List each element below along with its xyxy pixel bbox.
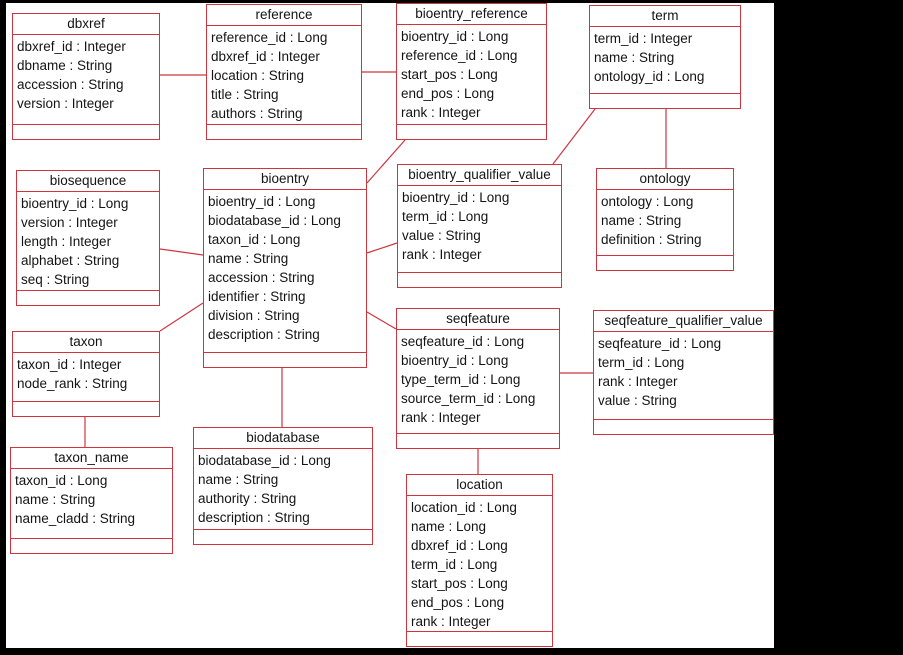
entity-operations-empty bbox=[597, 255, 733, 270]
entity-title: biosequence bbox=[17, 171, 159, 192]
attribute-row: name : String bbox=[198, 472, 279, 487]
entity-title: ontology bbox=[597, 169, 733, 190]
attribute-row: start_pos : Long bbox=[401, 67, 498, 82]
entity-ontology[interactable] bbox=[596, 168, 734, 271]
attribute-row: rank : Integer bbox=[402, 247, 482, 262]
entity-operations-empty bbox=[397, 124, 546, 139]
attribute-row: seq : String bbox=[21, 272, 90, 287]
entity-attributes bbox=[398, 186, 561, 272]
attribute-row: accession : String bbox=[208, 270, 315, 285]
attribute-row: reference_id : Long bbox=[401, 48, 518, 63]
attribute-row: bioentry_id : Long bbox=[21, 196, 129, 211]
entity-attributes bbox=[17, 192, 159, 290]
entity-operations-empty bbox=[398, 272, 561, 287]
entity-attributes bbox=[597, 190, 733, 255]
entity-attributes bbox=[13, 353, 159, 401]
entity-title: biodatabase bbox=[194, 428, 372, 449]
attribute-row: name : String bbox=[15, 492, 96, 507]
entity-operations-empty bbox=[590, 93, 740, 108]
attribute-row: location_id : Long bbox=[411, 500, 517, 515]
attribute-row: seqfeature_id : Long bbox=[401, 334, 525, 349]
attribute-row: node_rank : String bbox=[17, 376, 128, 391]
entity-title: bioentry_reference bbox=[397, 4, 546, 25]
attribute-row: reference_id : Long bbox=[211, 30, 328, 45]
entity-taxon[interactable] bbox=[12, 331, 160, 417]
entity-title: taxon bbox=[13, 332, 159, 353]
attribute-row: term_id : Long bbox=[402, 209, 489, 224]
attribute-row: name : Long bbox=[411, 519, 487, 534]
attribute-row: term_id : Integer bbox=[594, 31, 693, 46]
attribute-row: name : String bbox=[601, 213, 682, 228]
attribute-row: authority : String bbox=[198, 491, 297, 506]
attribute-row: rank : Integer bbox=[401, 410, 481, 425]
attribute-row: title : String bbox=[211, 87, 279, 102]
entity-operations-empty bbox=[17, 290, 159, 305]
attribute-row: taxon_id : Integer bbox=[17, 357, 122, 372]
entity-reference[interactable] bbox=[206, 4, 362, 140]
attribute-row: identifier : String bbox=[208, 289, 306, 304]
attribute-row: accession : String bbox=[17, 77, 124, 92]
attribute-row: end_pos : Long bbox=[401, 86, 495, 101]
attribute-row: rank : Integer bbox=[411, 614, 491, 629]
entity-attributes bbox=[590, 27, 740, 93]
entity-operations-empty bbox=[11, 538, 172, 553]
attribute-row: division : String bbox=[208, 308, 300, 323]
attribute-row: value : String bbox=[402, 228, 481, 243]
entity-title: bioentry bbox=[204, 169, 366, 190]
entity-attributes bbox=[407, 496, 552, 631]
attribute-row: ontology : Long bbox=[601, 194, 694, 209]
attribute-row: alphabet : String bbox=[21, 253, 120, 268]
entity-biosequence[interactable] bbox=[16, 170, 160, 306]
attribute-row: taxon_id : Long bbox=[208, 232, 301, 247]
attribute-row: location : String bbox=[211, 68, 305, 83]
attribute-row: version : Integer bbox=[17, 96, 114, 111]
entity-title: term bbox=[590, 6, 740, 27]
entity-title: taxon_name bbox=[11, 448, 172, 469]
attribute-row: description : String bbox=[208, 327, 320, 342]
entity-title: seqfeature_qualifier_value bbox=[594, 311, 773, 332]
attribute-row: name : String bbox=[208, 251, 289, 266]
attribute-row: dbxref_id : Integer bbox=[211, 49, 320, 64]
attribute-row: length : Integer bbox=[21, 234, 112, 249]
attribute-row: rank : Integer bbox=[401, 105, 481, 120]
entity-operations-empty bbox=[13, 401, 159, 416]
attribute-row: bioentry_id : Long bbox=[208, 194, 316, 209]
entity-dbxref[interactable] bbox=[12, 13, 160, 140]
entity-seqfeature[interactable] bbox=[396, 308, 560, 449]
attribute-row: source_term_id : Long bbox=[401, 391, 536, 406]
entity-title: bioentry_qualifier_value bbox=[398, 165, 561, 186]
entity-operations-empty bbox=[397, 433, 559, 448]
attribute-row: description : String bbox=[198, 510, 310, 525]
attribute-row: term_id : Long bbox=[598, 355, 685, 370]
attribute-row: authors : String bbox=[211, 106, 303, 121]
entity-attributes bbox=[207, 26, 361, 124]
attribute-row: bioentry_id : Long bbox=[402, 190, 510, 205]
entity-operations-empty bbox=[594, 419, 773, 434]
entity-bioentry_qualifier_value[interactable] bbox=[397, 164, 562, 288]
attribute-row: term_id : Long bbox=[411, 557, 498, 572]
entity-title: location bbox=[407, 475, 552, 496]
attribute-row: bioentry_id : Long bbox=[401, 29, 509, 44]
attribute-row: taxon_id : Long bbox=[15, 473, 108, 488]
entity-operations-empty bbox=[194, 529, 372, 544]
entity-operations-empty bbox=[204, 352, 366, 367]
attribute-row: biodatabase_id : Long bbox=[208, 213, 341, 228]
attribute-row: dbname : String bbox=[17, 58, 113, 73]
attribute-row: biodatabase_id : Long bbox=[198, 453, 331, 468]
attribute-row: definition : String bbox=[601, 232, 702, 247]
attribute-row: end_pos : Long bbox=[411, 595, 505, 610]
entity-bioentry[interactable] bbox=[203, 168, 367, 368]
attribute-row: rank : Integer bbox=[598, 374, 678, 389]
attribute-row: start_pos : Long bbox=[411, 576, 508, 591]
entity-bioentry_reference[interactable] bbox=[396, 3, 547, 140]
entity-title: reference bbox=[207, 5, 361, 26]
attribute-row: value : String bbox=[598, 393, 677, 408]
entity-attributes bbox=[397, 330, 559, 433]
entity-attributes bbox=[204, 190, 366, 352]
attribute-row: version : Integer bbox=[21, 215, 118, 230]
attribute-row: name_cladd : String bbox=[15, 511, 136, 526]
attribute-row: dbxref_id : Integer bbox=[17, 39, 126, 54]
attribute-row: bioentry_id : Long bbox=[401, 353, 509, 368]
entity-attributes bbox=[11, 469, 172, 538]
entity-operations-empty bbox=[207, 124, 361, 139]
attribute-row: ontology_id : Long bbox=[594, 69, 705, 84]
entity-term[interactable] bbox=[589, 5, 741, 109]
entity-title: seqfeature bbox=[397, 309, 559, 330]
attribute-row: seqfeature_id : Long bbox=[598, 336, 722, 351]
entity-taxon_name[interactable] bbox=[10, 447, 173, 554]
entity-attributes bbox=[397, 25, 546, 124]
entity-operations-empty bbox=[13, 124, 159, 139]
attribute-row: name : String bbox=[594, 50, 675, 65]
entity-seqfeature_qualifier_value[interactable] bbox=[593, 310, 774, 435]
entity-biodatabase[interactable] bbox=[193, 427, 373, 545]
entity-attributes bbox=[13, 35, 159, 124]
attribute-row: dbxref_id : Long bbox=[411, 538, 508, 553]
entity-attributes bbox=[594, 332, 773, 419]
entity-title: dbxref bbox=[13, 14, 159, 35]
entity-attributes bbox=[194, 449, 372, 529]
attribute-row: type_term_id : Long bbox=[401, 372, 521, 387]
entity-location[interactable] bbox=[406, 474, 553, 647]
entity-operations-empty bbox=[407, 631, 552, 646]
